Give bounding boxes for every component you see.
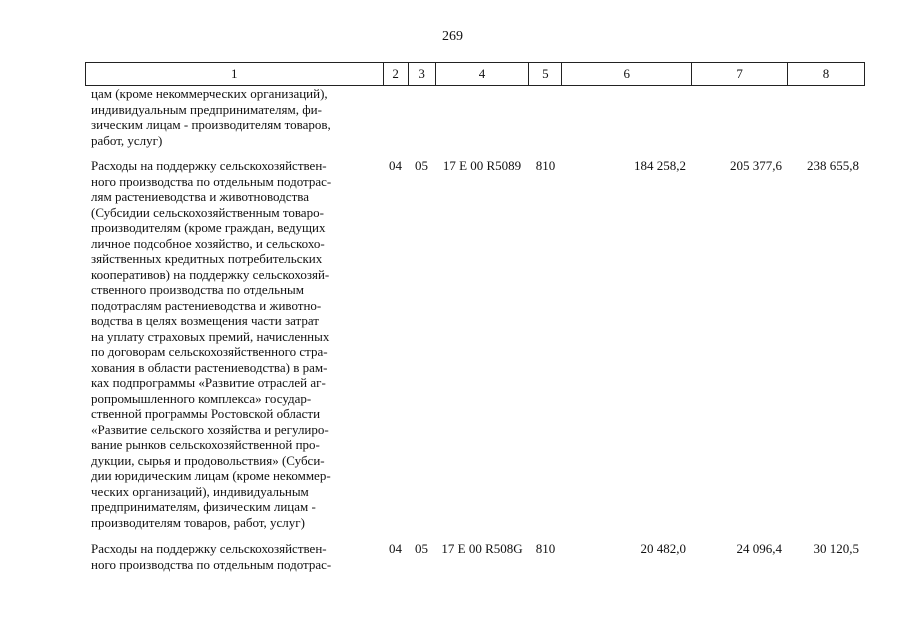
table-header-row [85,62,865,86]
row-target-code [435,86,529,148]
row-description [85,158,383,530]
row-expense-type: 810 [535,541,556,556]
header-col-7: 7 [692,63,788,85]
row-section [383,86,408,148]
text-line: ропромышленного комплекса» государ- [91,390,312,406]
text-line: кооперативов) на поддержку сельскохозяй- [91,266,330,282]
row-subsection: 05 [415,158,428,173]
row-target-code: 17 Е 00 R508G [441,541,523,556]
row-section: 04 [389,541,402,556]
text-line: зическим лицам - производителям товаров, [91,117,331,132]
text-line: ственной программы Ростовской области [91,406,321,421]
row-description [85,541,383,572]
row-amount-year-2: 205 377,6 [730,158,782,173]
row-amount-year-1 [562,86,692,148]
text-line: ках подпрограммы «Развитие отраслей аг- [91,375,326,390]
text-line: Расходы на поддержку сельскохозяйствен- [91,541,327,556]
text-line: подотраслям растениеводства и животно- [91,297,322,313]
row-subsection: 05 [415,541,428,556]
text-line: цам (кроме некоммерческих организаций), [91,86,328,101]
header-col-1: 1 [86,63,384,85]
text-line: лям растениеводства и животноводства [91,189,309,204]
row-description [85,86,383,148]
text-line: производителям (кроме граждан, ведущих [91,220,326,235]
row-section: 04 [389,158,402,173]
header-col-2: 2 [384,63,409,85]
text-line: личное подсобное хозяйство, и сельскохо- [91,235,325,251]
text-line: ного производства по отдельным подотрас- [91,556,332,572]
text-line: производителям товаров, работ, услуг) [91,514,305,530]
header-col-3: 3 [409,63,436,85]
row-amount-year-3: 238 655,8 [807,158,859,173]
header-col-5: 5 [529,63,562,85]
row-amount-year-1: 184 258,2 [634,158,686,173]
row-target-code: 17 Е 00 R5089 [442,158,522,173]
table-row [85,541,865,572]
row-expense-type [529,86,562,148]
header-col-6: 6 [562,63,692,85]
row-amount-year-1: 20 482,0 [640,541,686,556]
text-line: предпринимателям, физическим лицам - [91,499,316,514]
header-col-8: 8 [788,63,865,85]
text-line: Расходы на поддержку сельскохозяйствен- [91,158,327,173]
text-line: по договорам сельскохозяйственного стра- [91,344,328,359]
text-line: вание рынков сельскохозяйственной про- [91,437,320,452]
table-row [85,86,865,148]
header-col-4: 4 [436,63,530,85]
text-line: работ, услуг) [91,132,163,148]
row-amount-year-3 [788,86,865,148]
text-line: дукции, сырья и продовольствия» (Субси- [91,452,325,468]
row-expense-type: 810 [535,158,556,173]
text-line: «Развитие сельского хозяйства и регулиро- [91,421,329,437]
text-line: дии юридическим лицам (кроме некоммер- [91,468,331,483]
row-subsection [408,86,435,148]
text-line: индивидуальным предпринимателям, фи- [91,101,322,117]
text-line: водства в целях возмещения части затрат [91,313,319,328]
row-amount-year-3: 30 120,5 [813,541,859,556]
text-line: ческих организаций), индивидуальным [91,483,309,499]
text-line: ственного производства по отдельным [91,282,304,297]
text-line: на уплату страховых премий, начисленных [91,328,330,344]
text-line: ного производства по отдельным подотрас- [91,173,332,189]
budget-table [85,62,865,572]
text-line: зяйственных кредитных потребительских [91,251,323,266]
page-number: 269 [442,29,463,44]
text-line: (Субсидии сельскохозяйственным товаро- [91,204,324,220]
row-amount-year-2 [692,86,788,148]
table-row [85,158,865,530]
row-amount-year-2: 24 096,4 [736,541,782,556]
text-line: хования в области растениеводства) в рам- [91,359,328,375]
